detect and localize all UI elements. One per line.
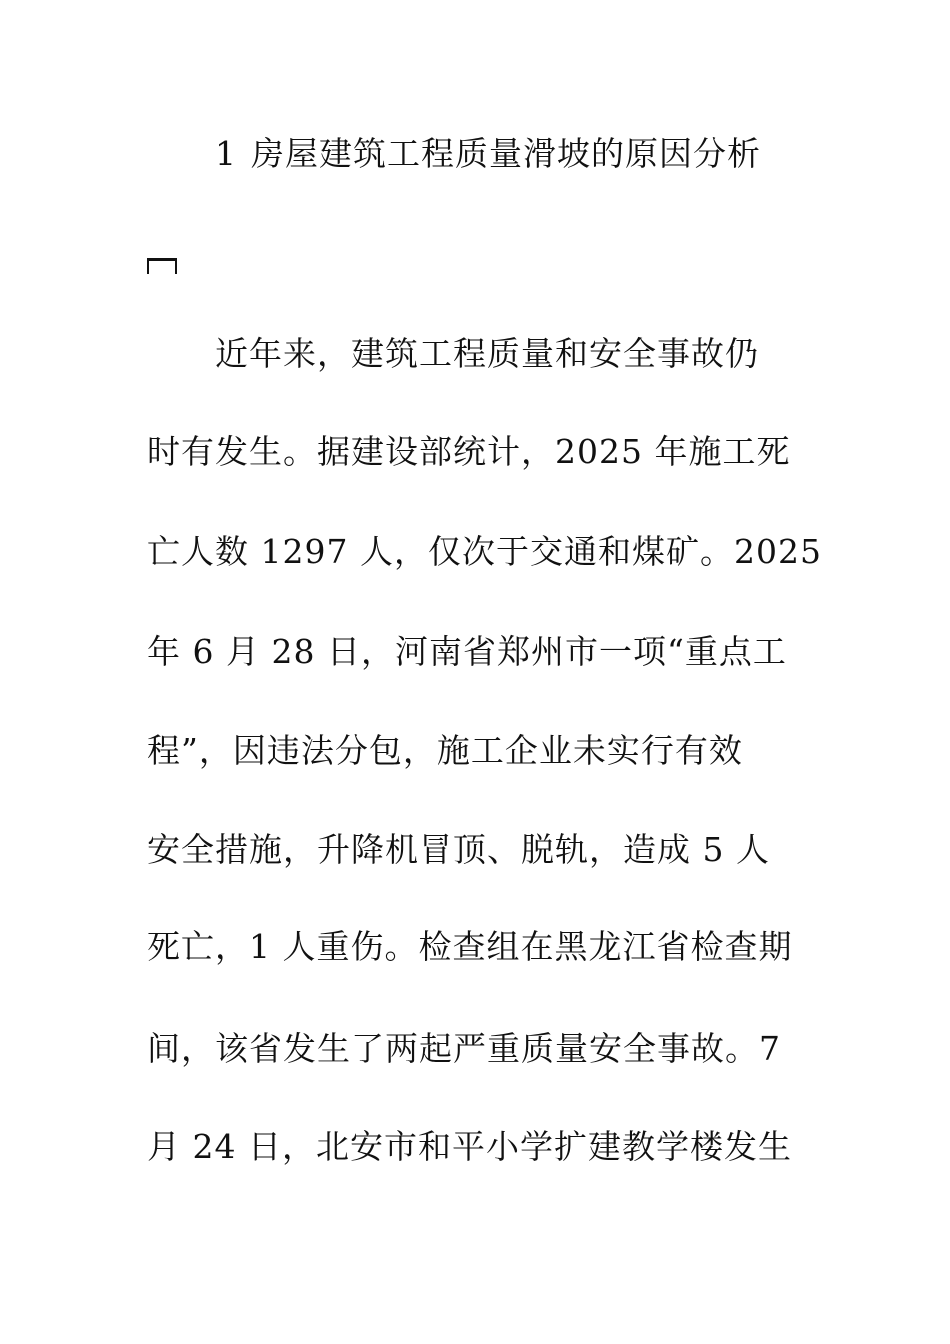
section-number: 1 xyxy=(215,134,237,173)
body-line: 亡人数 1297 人，仅次于交通和煤矿。2025 xyxy=(147,532,822,571)
body-line: 间，该省发生了两起严重质量安全事故。7 xyxy=(147,1029,781,1068)
subsection-mark xyxy=(147,258,177,274)
section-title: 房屋建筑工程质量滑坡的原因分析 xyxy=(251,134,761,173)
body-line: 近年来，建筑工程质量和安全事故仍 xyxy=(215,334,759,373)
body-line: 死亡，1 人重伤。检查组在黑龙江省检查期 xyxy=(147,927,793,966)
body-line: 月 24 日，北安市和平小学扩建教学楼发生 xyxy=(147,1127,792,1166)
section-heading xyxy=(215,128,761,180)
body-line: 安全措施，升降机冒顶、脱轨，造成 5 人 xyxy=(147,830,770,869)
body-line: 时有发生。据建设部统计，2025 年施工死 xyxy=(147,432,791,471)
body-line: 程”，因违法分包，施工企业未实行有效 xyxy=(147,731,743,770)
body-line: 年 6 月 28 日，河南省郑州市一项“重点工 xyxy=(147,632,787,671)
